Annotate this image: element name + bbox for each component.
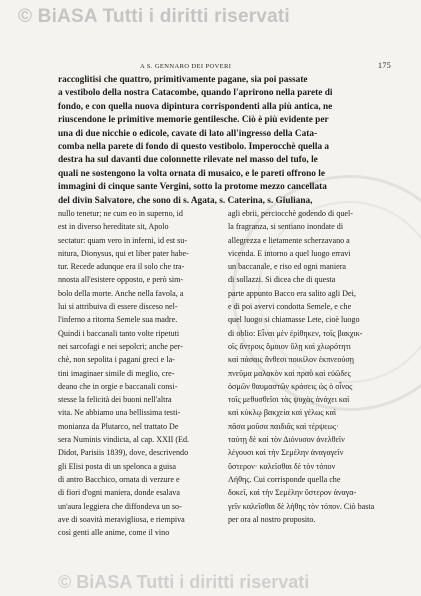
footnote-line: di oblio: Εἶναι μὲν ἐρίθηκεν, τοῖς βακχικ- (228, 328, 363, 338)
paragraph-line: del divin Salvatore, che sono di s. Agata, s. Caterina, s. Giuliana, (58, 195, 313, 206)
footnote-line: tur. Recede adunque era il solo che tra- (58, 262, 185, 272)
footnote-line: parte appunto Bacco era salito agli Dei, (228, 288, 356, 298)
footnote-line: Λήθης. Cui corrisponde quella che (228, 474, 341, 484)
footnote-line: nei sarcofagi e nei sepolcri; anche per- (58, 341, 183, 351)
paragraph-line: destra ha sul davanti due colonnette rilevate nel masso del tufo, le (58, 155, 318, 166)
footnote-line: πᾶσα μοῦσα παιδιᾶς καὶ τέρψεως· (228, 421, 339, 431)
footnote-line: quel luogo si chiamasse Lete, cioè luogo (228, 315, 360, 325)
footnote-line: bolo della morte. Anche nella favola, a (58, 288, 184, 298)
footnote-line: πνεῦμα μαλακὸν καὶ πραῢ καὶ εὐῶδες (228, 368, 351, 378)
footnote-right-column (228, 207, 402, 526)
footnote-line: agli ebrii, perciocchè godendo di quel- (228, 209, 353, 218)
paragraph-line: a vestibolo della nostra Catacombe, quando l'aprirono nella parete di (58, 88, 333, 99)
footnote-line: ὀσμῶν θαυμαστῶν κράσεις ὡς ὁ οἶνος (228, 381, 353, 391)
footnote-left-column (58, 207, 218, 539)
footnote-line: gli Elisi posta di un spelonca a guisa (58, 461, 177, 471)
footnote-line: allegrezza e lietamente scherzavano a (228, 235, 350, 245)
footnote-line: ταύτῃ δὲ καὶ τὸν Διόνυσον ἀνελθεῖν (228, 435, 345, 445)
footnote-line: di fiori d'ogni maniera, donde esalava (58, 488, 180, 498)
footnote-line: οῖς ἄντροις ὅμοιον ὕλῃ καὶ χλωρότητι (228, 341, 351, 351)
footnote-line: γεῖν καλεῖσθαι δὲ λήθης τὸν τόπον. Ciò basta (228, 501, 375, 511)
paragraph-line: fondo, e con quella nuova dipintura corrispondenti alla più antica, ne (58, 101, 333, 112)
footnote-line: e di poi avervi condotta Semele, e che (228, 302, 352, 312)
footnote-line: l'inferno a ritorna Semele sua madre. (58, 315, 178, 325)
footnote-line: un'aura leggiera che diffondeva un so- (58, 501, 182, 511)
footnote-line: monianza da Plutarco, nel trattato De (58, 421, 179, 431)
footnote-line: nitura, Dionysus, qui et liber pater habe- (58, 248, 189, 258)
footnote-line: sera Numinis vindicta, al cap. XXII (Ed. (58, 435, 190, 445)
footnote-line: di sollazzi. Si dicea che di questa (228, 275, 336, 285)
footnote-line: ὕστερον· καλεῖσθαι δὲ τὸν τόπον (228, 461, 336, 471)
footnote-line: nnosta all'esistere opposto, e però sim- (58, 275, 184, 285)
footnote-line: tini imaginaer simile di meglio, cre- (58, 368, 175, 378)
footnote-line: sectatur: quam vero in inferni, id est su- (58, 235, 188, 245)
footnote-line: δοκεῖ, καὶ τὴν Σεμέλην ὕστερον ἀναγα- (228, 488, 357, 498)
footnote-line: τοῖς μεθυσθεῖσι τὰς ψυχὰς ἀνάχει καὶ (228, 395, 350, 405)
page-number: 175 (378, 61, 392, 70)
watermark-top: © BiASA Tutti i diritti riservati (18, 6, 290, 27)
footnote-line: la fragranza, si sentiano inondate di (228, 222, 344, 232)
footnote-line: λέγουσι καὶ τὴν Σεμέλην ἀναγαγεῖν (228, 448, 344, 458)
footnote-line: καὶ πάσαις ἄνθεσι ποικίλον ἐκπνεούσῃ (228, 355, 355, 365)
footnote-line: così genti alle anime, come il vino (58, 528, 170, 538)
footnote-line: Didot, Parisiis 1839), dove, descrivendo (58, 448, 189, 458)
footnote-line: nullo tenetur; ne cum eo in superno, id (58, 209, 183, 218)
footnote-line: per ora al nostro proposito. (228, 514, 316, 524)
footnote-line: chè, non sepolita i pagani greci e la- (58, 355, 175, 365)
paragraph-line: immagini di cinque sante Vergini, sotto la protome mezzo cancellata (58, 182, 327, 193)
running-title: A S. GENNARO DEI POVERI (140, 63, 232, 70)
paragraph-line: comba nella parete di fondo di questo vestibolo. Imperocchè quella a (58, 142, 330, 153)
footnote-line: deano che in orgie e baccanali consi- (58, 381, 178, 391)
footnote-line: Quindi i baccanali tanto volte ripetuti (58, 328, 180, 338)
watermark-bottom: © BiASA Tutti i diritti riservati (58, 572, 310, 592)
footnote-line: di antro Bacchico, ornata di verzure e (58, 474, 180, 484)
footnote-line: un baccanale, e riso ed ogni maniera (228, 262, 346, 272)
footnote-line: lui si attribuiva di essere disceso nel- (58, 302, 178, 312)
paragraph-line: una di due nicchie o edicole, cavate di lato all'ingresso della Cata- (58, 128, 318, 139)
footnote-line: vita. Ne abbiamo una bellissima testi- (58, 408, 181, 418)
paragraph-line: raccoglitisi che quattro, primitivamente pagane, sia poi passate (58, 75, 308, 85)
footnote-line: est in diverso hereditate sit, Apolo (58, 222, 169, 232)
paragraph-line: riuscendone le primitive memorie gentilesche. Ciò è più evidente per (58, 115, 329, 126)
footnote-line: vicenda. E intorno a quel luogo erravi (228, 248, 351, 258)
top-paragraph (58, 74, 402, 208)
footnote-line: ave di soavità meravigliosa, e riempiva (58, 514, 185, 524)
footnote-line: καὶ κύκλῳ βακχεία καὶ γέλως καὶ (228, 408, 337, 418)
footnote-line: stesse la felicità dei buoni nell'altra (58, 395, 172, 405)
paragraph-line: quali ne sostengono la volta ornata di musaico, e le pareti offrono le (58, 168, 325, 179)
